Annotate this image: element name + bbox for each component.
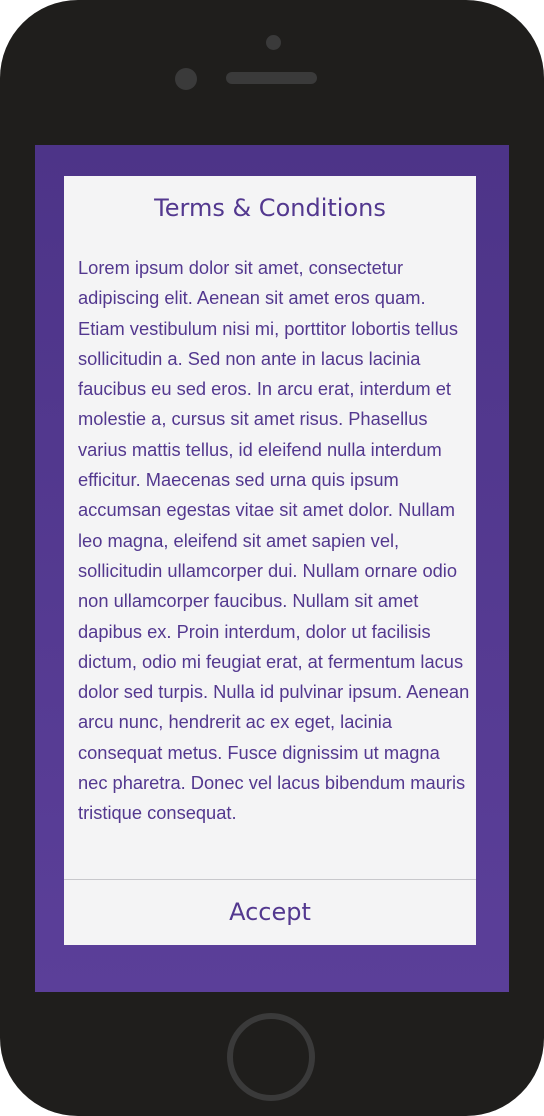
dialog-title: Terms & Conditions [154,194,386,222]
speaker-grille [226,72,317,84]
front-sensor-icon [175,68,197,90]
home-button[interactable] [227,1013,315,1101]
camera-icon [266,35,281,50]
terms-dialog [64,176,476,945]
screen [35,145,509,992]
terms-text: Lorem ipsum dolor sit amet, consectetur adipiscing elit. Aenean sit amet eros quam. Etiam vestibulum nisi mi, porttitor lobortis tellus sollicitudin a. Sed non ante in lacus lacinia faucibus eu sed eros. In arcu erat, interdum et molestie a, cursus sit amet risus. Phasellus varius mattis tellus, id eleifend nulla interdum efficitur. Maecenas sed urna quis ipsum accumsan egestas vitae sit amet dolor. Nullam leo magna, eleifend sit amet sapien vel, sollicitudin ullamcorper dui. Nullam ornare odio non ullamcorper faucibus. Nullam sit amet dapibus ex. Proin interdum, dolor ut facilisis dictum, odio mi feugiat erat, at fermentum lacus dolor sed turpis. Nulla id pulvinar ipsum. Aenean arcu nunc, hendrerit ac ex eget, lacinia consequat metus. Fusce dignissim ut magna nec pharetra. Donec vel lacus bibendum mauris tristique consequat. [78,257,470,824]
accept-button[interactable]: Accept [64,880,476,945]
